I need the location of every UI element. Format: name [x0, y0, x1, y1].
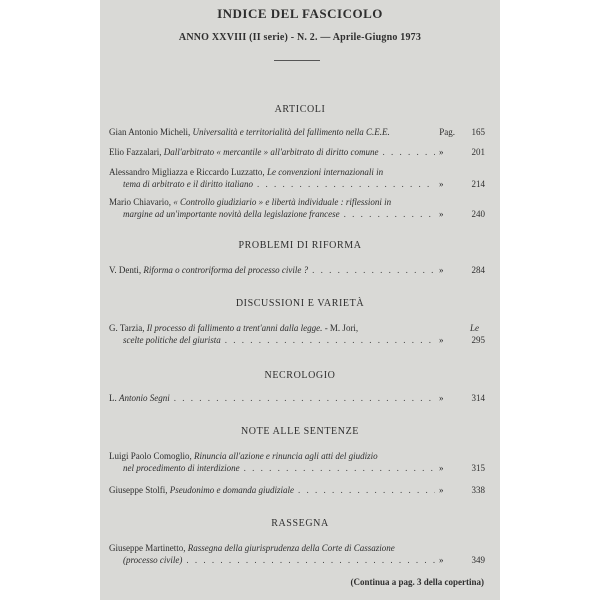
entry-author: Mario Chiavario,: [109, 197, 171, 207]
entry-author: Gian Antonio Micheli,: [109, 127, 191, 137]
toc-entry: [109, 392, 485, 404]
section-heading-note-sentenze: NOTE ALLE SENTENZE: [240, 426, 359, 437]
entry-page-mark: »: [439, 179, 444, 189]
entry-title-continued: scelte politiche del giurista: [123, 335, 221, 345]
entry-page: 201: [471, 147, 485, 157]
section-heading-necrologio: NECROLOGIO: [264, 370, 336, 381]
toc-entry: [109, 146, 485, 158]
entry-page-mark: »: [439, 335, 444, 345]
entry-page: 165: [471, 127, 485, 137]
entry-page: 284: [471, 265, 485, 275]
entry-title: Pseudonimo e domanda giudiziale: [169, 485, 294, 495]
entry-author: Elio Fazzalari,: [109, 147, 162, 157]
dot-leaders: [312, 264, 435, 276]
entry-title: Dall'arbitrato « mercantile » all'arbitrato di diritto comune: [163, 147, 379, 157]
entry-author: Luigi Paolo Comoglio,: [109, 451, 192, 461]
dot-leaders: [257, 178, 435, 190]
index-page: [100, 0, 500, 600]
dot-leaders: [298, 484, 435, 496]
entry-title: Riforma o controriforma del processo civile ?: [143, 265, 309, 275]
entry-title: Universalità e territorialità del fallimento nella C.E.E.: [192, 127, 390, 137]
entry-page: 315: [471, 463, 485, 473]
entry-title: Antonio Segni: [119, 393, 170, 403]
entry-title-continued: tema di arbitrato e il diritto italiano: [123, 179, 254, 189]
entry-title-continued: nel procedimento di interdizione: [123, 463, 240, 473]
dot-leaders: [344, 208, 435, 220]
entry-page: 338: [471, 485, 485, 495]
toc-entry: [109, 166, 485, 190]
entry-second-author: - M. Jori,: [324, 323, 359, 333]
dot-leaders: [244, 462, 435, 474]
section-heading-discussioni: DISCUSSIONI E VARIETÀ: [235, 298, 365, 309]
entry-author: L.: [109, 393, 117, 403]
toc-entry: [109, 450, 485, 474]
entry-page: 240: [471, 209, 485, 219]
section-heading-riforma: PROBLEMI DI RIFORMA: [238, 240, 362, 251]
entry-page-mark: »: [439, 485, 444, 495]
entry-author: Alessandro Migliazza e Riccardo Luzzatto,: [109, 167, 265, 177]
entry-title: Le convenzioni internazionali in: [266, 167, 384, 177]
entry-page: 349: [471, 555, 485, 565]
entry-page-mark: Pag.: [439, 127, 455, 137]
entry-page-mark: »: [439, 147, 444, 157]
entry-author: G. Tarzia,: [109, 323, 145, 333]
entry-page: 314: [471, 393, 485, 403]
toc-entry: [109, 484, 485, 496]
entry-title: « Controllo giudiziario » e libertà individuale : riflessioni in: [173, 197, 392, 207]
toc-entry: [109, 264, 485, 276]
entry-title: Rassegna della giurisprudenza della Corte di Cassazione: [187, 543, 395, 553]
entry-page-mark: »: [439, 555, 444, 565]
entry-title: Rinuncia all'azione e rinuncia agli atti del giudizio: [194, 451, 378, 461]
entry-author: V. Denti,: [109, 265, 142, 275]
section-heading-rassegna: RASSEGNA: [271, 518, 329, 529]
dot-leaders: [383, 146, 436, 158]
entry-author: Giuseppe Martinetto,: [109, 543, 186, 553]
entry-page: 295: [471, 335, 485, 345]
entry-page-mark: »: [439, 393, 444, 403]
entry-page-mark: »: [439, 463, 444, 473]
entry-page: 214: [471, 179, 485, 189]
toc-entry: [109, 196, 485, 220]
entry-author: Giuseppe Stolfi,: [109, 485, 168, 495]
continuation-note: (Continua a pag. 3 della copertina): [350, 577, 484, 587]
dot-leaders: [186, 554, 435, 566]
entry-title-continued: (processo civile): [123, 555, 183, 565]
entry-second-title: Le: [470, 323, 479, 333]
toc-entry: [109, 322, 485, 346]
issue-info: ANNO XXVIII (II serie) - N. 2. — Aprile-Giugno 1973: [178, 32, 422, 43]
toc-entry: [109, 542, 485, 566]
page-title: INDICE DEL FASCICOLO: [217, 6, 383, 21]
title-divider: [274, 60, 320, 61]
section-heading-articoli: ARTICOLI: [274, 104, 326, 115]
entry-page-mark: »: [439, 209, 444, 219]
entry-title-continued: margine ad un'importante novità della legislazione francese: [123, 209, 340, 219]
entry-title: Il processo di fallimento a trent'anni dalla legge.: [146, 323, 323, 333]
dot-leaders: [225, 334, 435, 346]
entry-page-mark: »: [439, 265, 444, 275]
toc-entry: [109, 126, 485, 138]
dot-leaders: [174, 392, 435, 404]
